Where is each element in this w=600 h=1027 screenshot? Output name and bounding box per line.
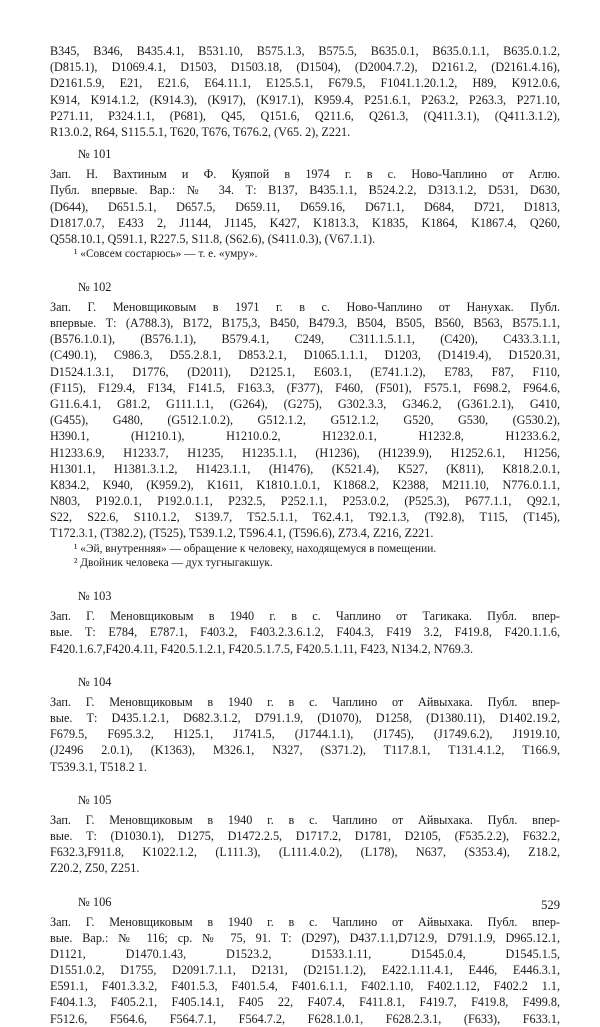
text-line: вые. Т: D435.1.2.1, D682.3.1.2, D791.1.9, (D1070), D1258, (D1380.11), D1402.19.2, xyxy=(50,711,560,726)
section-heading: № 101 xyxy=(78,147,112,162)
text-line: H1233.6.9, H1233.7, H1235, H1235.1.1, (H1236), (H1239.9), H1252.6.1, H1256, xyxy=(50,445,560,460)
text-line: P271.11, P324.1.1, (P681), Q45, Q151.6, Q211.6, Q261.3, (Q411.3.1), (Q411.3.1.2), xyxy=(50,108,560,123)
text-line: K914, K914.1.2, (K914.3), (K917), (K917.1), K959.4, P251.6.1, P263.2, P263.3, P271.10, xyxy=(50,92,560,107)
text-line: Зап. Н. Вахтиным и Ф. Куяпой в 1974 г. в с. Ново-Чаплино от Аглю. xyxy=(50,167,560,182)
section-103 xyxy=(50,588,560,657)
text-line: D1524.1.3.1, D1776, (D2011), D2125.1, E603.1, (E741.1.2), E783, F87, F110, xyxy=(50,364,560,379)
text-line: (D644), D651.5.1, D657.5, D659.11, D659.16, D671.1, D684, D721, D1813, xyxy=(50,199,560,214)
text-line: (B576.1.0.1), (B576.1.1), B579.4.1, C249, C311.1.5.1.1, (C420), C433.3.1.1, xyxy=(50,332,560,347)
section-heading: № 102 xyxy=(78,279,112,294)
text-line: вые. Вар.: № 116; ср. № 75, 91. Т: (D297), D437.1.1,D712.9, D791.1.9, D965.12.1, xyxy=(50,930,560,945)
text-line: T539.3.1, T518.2 1. xyxy=(50,759,147,774)
text-line: D1817.0.7, E433 2, J1144, J1145, K427, K1813.3, K1835, K1864, K1867.4, Q260, xyxy=(50,215,560,230)
intro-block xyxy=(50,43,560,140)
text-line: (F115), F129.4, F134, F141.5, F163.3, (F377), F460, (F501), F575.1, F698.2, F964.6, xyxy=(50,380,560,395)
section-heading: № 105 xyxy=(78,792,112,807)
section-heading: № 104 xyxy=(78,674,112,689)
section-106 xyxy=(50,894,560,1027)
text-line: F512.6, F564.6, F564.7.1, F564.7.2, F628.1.0.1, F628.2.3.1, (F633), F633.1, xyxy=(50,1011,560,1026)
text-line: K834.2, K940, (K959.2), K1611, K1810.1.0.1, K1868.2, K2388, M211.10, N776.0.1.1, xyxy=(50,477,560,492)
text-line: впервые. Т: (A788.3), B172, B175,3, B450, B479.3, B504, B505, B560, B563, B575.1.1, xyxy=(50,316,560,331)
text-line: вые. Т: E784, E787.1, F403.2, F403.2.3.6.1.2, F404.3, F419 3.2, F419.8, F420.1.1.6, xyxy=(50,625,560,640)
section-heading: № 103 xyxy=(78,589,112,604)
text-line: E591.1, F401.3.3.2, F401.5.3, F401.5.4, F401.6.1.1, F402.1.10, F402.1.12, F402.2 1.1, xyxy=(50,979,560,994)
text-line: F679.5, F695.3.2, H125.1, J1741.5, (J1744.1.1), (J1745), (J1749.6.2), J1919.10, xyxy=(50,727,560,742)
text-line: Зап. Г. Меновщиковым в 1971 г. в с. Ново-Чаплино от Нанухак. Публ. xyxy=(50,299,560,314)
footnote: ¹ «Эй, внутренняя» — обращение к человеку, находящемуся в помещении. xyxy=(74,542,437,555)
text-line: вые. Т: (D1030.1), D1275, D1472.2.5, D1717.2, D1781, D2105, (F535.2.2), F632.2, xyxy=(50,828,560,843)
section-101 xyxy=(50,146,560,262)
footnote: ¹ «Совсем состарюсь» — т. е. «умру». xyxy=(74,248,258,261)
text-line: F632.3,F911.8, K1022.1.2, (L111.3), (L111.4.0.2), (L178), N637, (S353.4), Z18.2, xyxy=(50,845,560,860)
section-heading: № 106 xyxy=(78,894,112,909)
text-line: Зап. Г. Меновщиковым в 1940 г. в с. Чаплино от Тагикака. Публ. впер- xyxy=(50,609,560,624)
page-body xyxy=(50,43,560,1027)
text-line: B345, B346, B435.4.1, B531.10, B575.1.3, B575.5, B635.0.1, B635.0.1.1, B635.0.1.2, xyxy=(50,44,560,58)
text-line: Зап. Г. Меновщиковым в 1940 г. в с. Чаплино от Айвыхака. Публ. впер- xyxy=(50,694,560,709)
text-line: Q558.10.1, Q591.1, R227.5, S11.8, (S62.6), (S411.0.3), (V67.1.1). xyxy=(50,231,376,246)
text-line: H1301.1, H1381.3.1.2, H1423.1.1, (H1476), (K521.4), K527, (K811), K818.2.0.1, xyxy=(50,461,560,476)
text-line: F420.1.6.7,F420.4.11, F420.5.1.2.1, F420.5.1.7.5, F420.5.1.11, F423, N134.2, N769.3. xyxy=(50,641,473,656)
text-line: (D815.1), D1069.4.1, D1503, D1503.18, (D1504), (D2004.7.2), D2161.2, (D2161.4.16), xyxy=(50,60,560,75)
text-line: D2161.5.9, E21, E21.6, E64.11.1, E125.5.1, F679.5, F1041.1.20.1.2, H89, K912.0.6, xyxy=(50,76,560,91)
text-line: T172.3.1, (T382.2), (T525), T539.1.2, T596.4.1, (T596.6), Z73.4, Z216, Z221. xyxy=(50,526,434,541)
text-line: (G455), G480, (G512.1.0.2), G512.1.2, G512.1.2, G520, G530, (G530.2), xyxy=(50,413,560,428)
footnote: ² Двойник человека — дух тугныгакшук. xyxy=(74,557,273,570)
text-line: N803, P192.0.1, P192.0.1.1, P232.5, P252.1.1, P253.0.2, (P525.3), P677.1.1, Q92.1, xyxy=(50,494,560,509)
page-number: 529 xyxy=(541,898,560,912)
text-line: R13.0.2, R64, S115.5.1, T620, T676, T676.2, (V65. 2), Z221. xyxy=(50,124,351,139)
text-line: D1121, D1470.1.43, D1523.2, D1533.1.11, D1545.0.4, D1545.1.5, xyxy=(50,946,560,961)
text-line: H390.1, (H1210.1), H1210.0.2, H1232.0.1, H1232.8, H1233.6.2, xyxy=(50,429,560,444)
text-line: G11.6.4.1, G81.2, G111.1.1, (G264), (G275), G302.3.3, G346.2, (G361.2.1), G410, xyxy=(50,396,560,411)
text-line: Z20.2, Z50, Z251. xyxy=(50,861,140,876)
section-102 xyxy=(50,279,560,571)
text-line: Зап. Г. Меновщиковым в 1940 г. в с. Чаплино от Айвыхака. Публ. впер- xyxy=(50,914,560,929)
section-105 xyxy=(50,792,560,877)
section-104 xyxy=(50,674,560,775)
text-line: F404.1.3, F405.2.1, F405.14.1, F405 22, F407.4, F411.8.1, F419.7, F419.8, F499.8, xyxy=(50,995,560,1010)
text-line: (C490.1), C986.3, D55.2.8.1, D853.2.1, D1065.1.1.1, D1203, (D1419.4), D1520.31, xyxy=(50,348,560,363)
text-line: Публ. впервые. Вар.: № 34. Т: B137, B435.1.1, B524.2.2, D313.1.2, D531, D630, xyxy=(50,183,560,198)
text-line: S22, S22.6, S110.1.2, S139.7, T52.5.1.1, T62.4.1, T92.1.3, (T92.8), T115, (T145), xyxy=(50,510,560,525)
text-line: D1551.0.2, D1755, D2091.7.1.1, D2131, (D2151.1.2), E422.1.11.4.1, E446, E446.3.1, xyxy=(50,963,560,978)
text-line: Зап. Г. Меновщиковым в 1940 г. в с. Чаплино от Айвыхака. Публ. впер- xyxy=(50,812,560,827)
text-line: (J2496 2.0.1), (K1363), M326.1, N327, (S371.2), T117.8.1, T131.4.1.2, T166.9, xyxy=(50,743,560,758)
